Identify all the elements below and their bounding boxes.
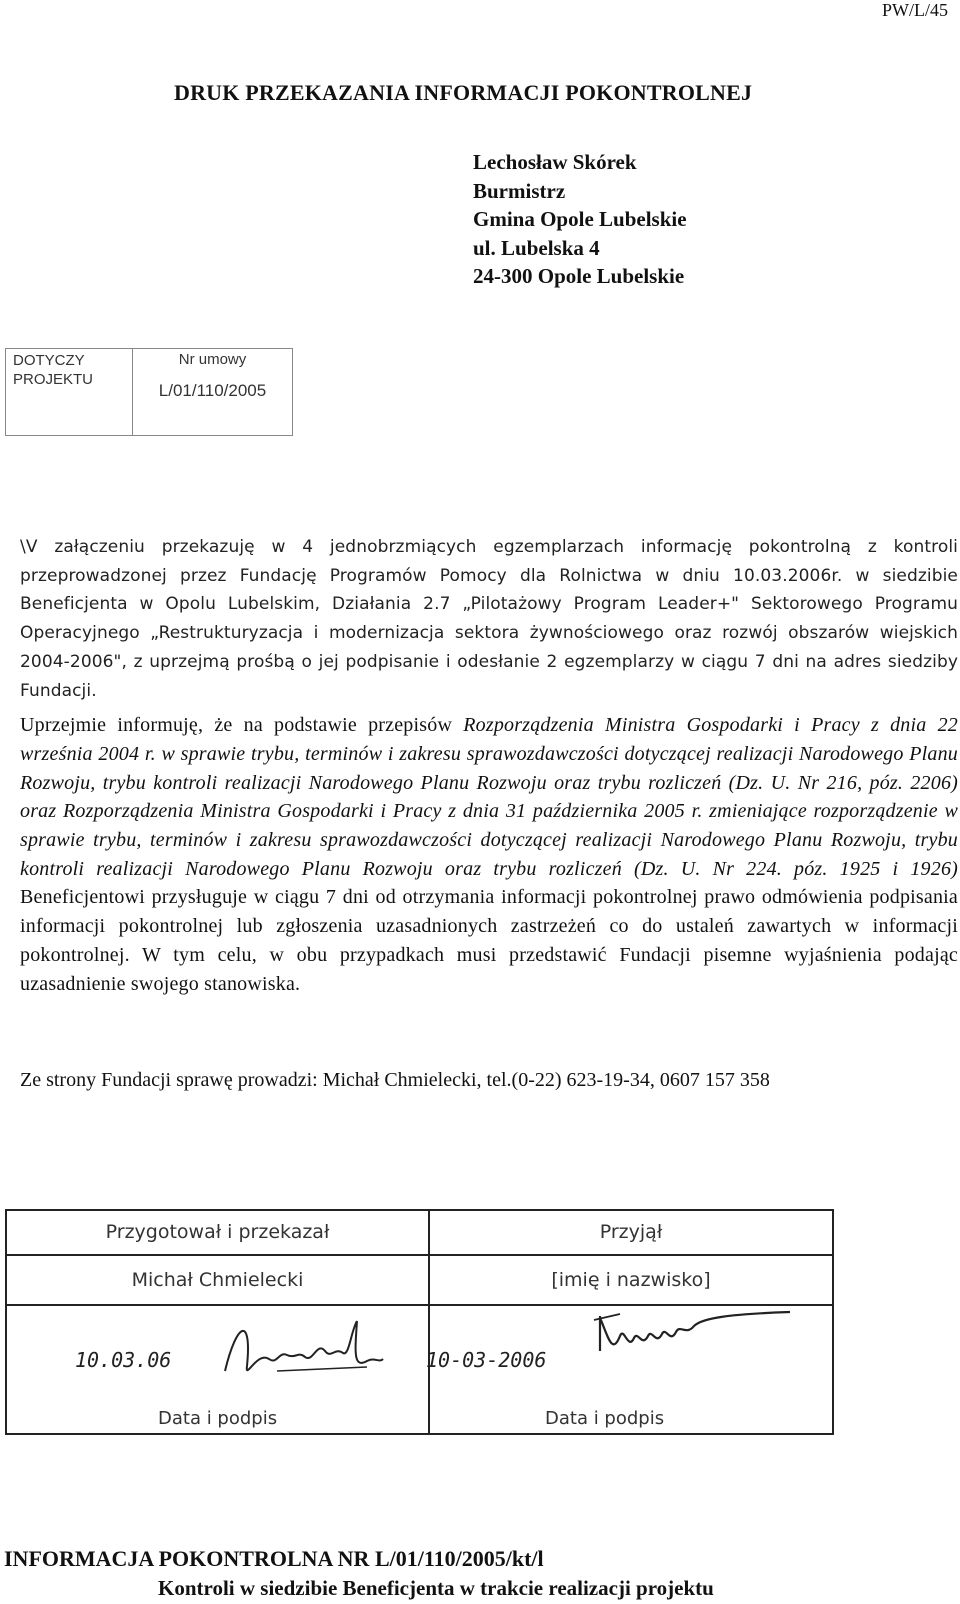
- recipient-city: 24-300 Opole Lubelskie: [473, 264, 685, 288]
- recipient-address: [473, 148, 687, 291]
- signature-chmielecki: [217, 1311, 387, 1391]
- recipient-institution: Gmina Opole Lubelskie: [473, 207, 687, 231]
- contract-number-header: Nr umowy: [178, 351, 247, 368]
- document-code: PW/L/45: [882, 0, 948, 20]
- recipient-name: Lechosław Skórek: [473, 150, 637, 174]
- paragraph-transmittal: \V załączeniu przekazuję w 4 jednobrzmiących egzemplarzach informację pokontrolną z kontroli przeprowadzonej przez Fundację Programów Pomocy dla Rolnictwa w dniu 10.03.2006r. w siedzibie Beneficjenta w Opolu Lubelskim, Działania 2.7 „Pilotażowy Program Leader+" Sektorowego Programu Operacyjnego „Restrukturyzacja i modernizacja sektora żywnościowego oraz rozwój obszarów wiejskich 2004-2006", z uprzejmą prośbą o jej podpisanie i odesłanie 2 egzemplarzy w ciągu 7 dni na adres siedziby Fundacji.: [20, 537, 958, 701]
- project-label-line2: PROJEKTU: [13, 371, 94, 388]
- letter-body: [20, 533, 958, 1004]
- received-date-sign-label: Data i podpis: [545, 1408, 665, 1429]
- project-table: [5, 348, 293, 436]
- contract-number-value: L/01/110/2005: [158, 381, 267, 400]
- recipient-street: ul. Lubelska 4: [473, 235, 600, 260]
- legal-basis-intro: Uprzejmie informuję, że na podstawie przepisów: [20, 714, 464, 737]
- project-label-line1: DOTYCZY: [13, 352, 85, 369]
- footer-report-number: INFORMACJA POKONTROLNA NR L/01/110/2005/kt/l: [4, 1546, 544, 1571]
- contact-line: Ze strony Fundacji sprawę prowadzi: Michał Chmielecki, tel.(0-22) 623-19-34, 0607 157 358: [20, 1069, 770, 1091]
- project-label-cell: [6, 349, 133, 435]
- prepared-name: Michał Chmielecki: [7, 1256, 428, 1306]
- signature-table: [5, 1209, 834, 1435]
- contract-number-cell: [133, 349, 292, 435]
- legal-basis-rights: Beneficjentowi przysługuje w ciągu 7 dni od otrzymania informacji pokontrolnej prawo odmówienia podpisania informacji pokontrolnej lub zgłoszenia uzasadnionych zastrzeżeń co do ustaleń zawartych w informacji pokontrolnej. W tym celu, w obu przypadkach musi przedstawić Fundacji pisemne wyjaśnienia podając uzasadnienie swojego stanowiska.: [20, 886, 958, 995]
- regulation-citation: Rozporządzenia Ministra Gospodarki i Pracy z dnia 22 września 2004 r. w sprawie trybu, terminów i zakresu sprawozdawczości dotyczącej realizacji Narodowego Planu Rozwoju, trybu kontroli realizacji Narodowego Planu Rozwoju oraz trybu rozliczeń (Dz. U. Nr 216, póz. 2206) oraz Rozporządzenia Ministra Gospodarki i Pracy z dnia 31 października 2005 r. zmieniające rozporządzenie w sprawie trybu, terminów i zakresu sprawozdawczości dotyczącej realizacji Narodowego Planu Rozwoju, trybu kontroli realizacji Narodowego Planu Rozwoju oraz trybu rozliczeń (Dz. U. Nr 224. póz. 1925 i 1926): [20, 714, 958, 880]
- received-header: Przyjął: [430, 1211, 832, 1256]
- signature-column-received: [426, 1211, 832, 1433]
- prepared-date-sign-label: Data i podpis: [158, 1408, 278, 1429]
- document-title: DRUK PRZEKAZANIA INFORMACJI POKONTROLNEJ: [174, 80, 753, 105]
- recipient-position: Burmistrz: [473, 178, 566, 203]
- received-name: [imię i nazwisko]: [430, 1256, 832, 1306]
- received-date: 10-03-2006: [426, 1348, 547, 1372]
- signature-column-prepared: [7, 1211, 430, 1433]
- signature-recipient: [590, 1296, 810, 1376]
- prepared-header: Przygotował i przekazał: [7, 1211, 428, 1256]
- prepared-date: 10.03.06: [75, 1348, 172, 1372]
- paragraph-legal-basis: [20, 711, 958, 998]
- footer-report-subtitle: Kontroli w siedzibie Beneficjenta w trakcie realizacji projektu: [158, 1576, 714, 1600]
